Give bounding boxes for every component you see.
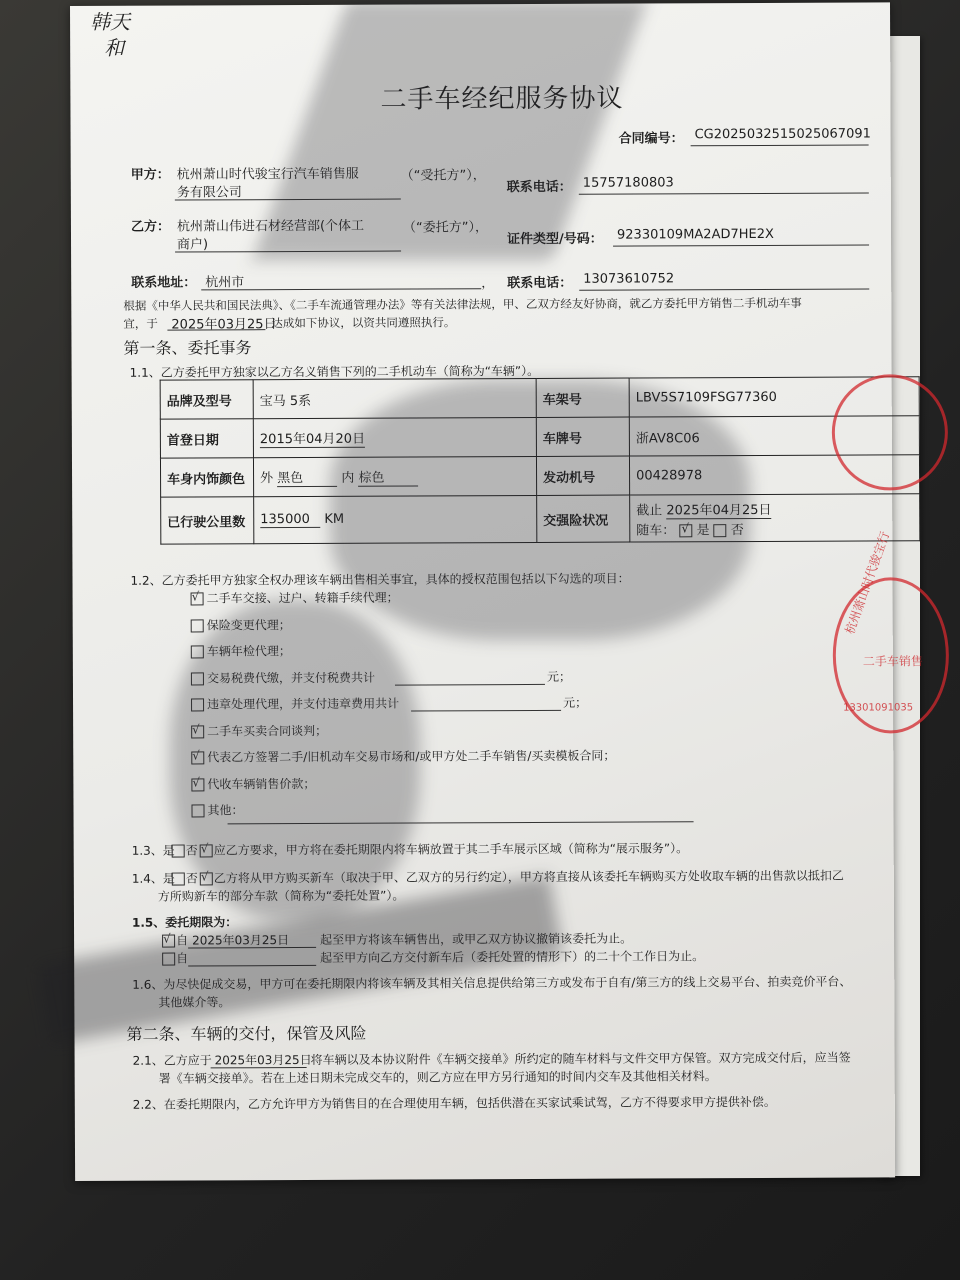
engine-label: 发动机号 — [536, 456, 629, 495]
party-b-role: （“委托方”）， — [402, 220, 488, 236]
party-b-id: 92330109MA2AD7HE2X — [616, 226, 774, 243]
insurance-yes-checkbox[interactable]: √ — [679, 524, 692, 537]
insurance-prefix: 截止 — [636, 502, 663, 519]
brand-value: 宝马 5系 — [253, 378, 536, 418]
authorization-item-checkbox[interactable] — [191, 751, 204, 764]
company-stamp-top — [832, 374, 949, 491]
other-underline — [228, 821, 694, 824]
page-title: 二手车经纪服务协议 — [380, 83, 624, 115]
party-a-phone-label: 联系电话： — [506, 179, 572, 196]
insurance-yes: 是 — [696, 522, 710, 538]
stamp-text-2: 二手车销售 — [862, 654, 923, 669]
ext-color: 黑色 — [277, 467, 337, 487]
party-a-name-2: 务有限公司 — [176, 185, 242, 201]
party-a-name-1: 杭州萧山时代骏宝行汽车销售服 — [176, 166, 359, 183]
amount-underline — [395, 683, 545, 685]
clause-2-1-date: 2025年03月25日 — [214, 1052, 312, 1068]
authorization-item-label: 二手车买卖合同谈判； — [207, 723, 328, 738]
vin-label: 车架号 — [536, 378, 629, 417]
party-b-name-1: 杭州萧山伟进石材经营部(个体工 — [176, 218, 365, 235]
clause-1-5: 1.5、委托期限为： — [131, 915, 238, 930]
party-a-phone: 15757180803 — [582, 175, 674, 191]
term-2-a: 自 — [176, 951, 189, 966]
party-a-role: （“受托方”）， — [400, 168, 486, 184]
vehicle-table — [160, 376, 921, 544]
authorization-item-label: 代表乙方签署二手/旧机动车交易市场和/或甲方处二手车销售/买卖模板合同； — [207, 748, 616, 765]
km-unit: KM — [324, 511, 345, 527]
brand-label: 品牌及型号 — [160, 380, 253, 419]
insurance-date: 2025年04月25日 — [666, 498, 771, 518]
vin-value: LBV5S7109FSG77360 — [629, 377, 919, 417]
term-2-checkbox[interactable] — [162, 953, 175, 966]
clause-2-1-a: 2.1、乙方应于 — [132, 1053, 212, 1068]
clause-1-4-a: 1.4、是 — [131, 871, 175, 886]
clause-1-6-line-1: 1.6、为尽快促成交易，甲方可在委托期限内将该车辆及其相关信息提供给第三方或发布于自有/第三方的线上交易平台、拍卖竞价平台、 — [132, 974, 852, 992]
clause-1-4-c: 乙方将从甲方购买新车（取决于甲、乙双方的另行约定），甲方将直接从该委托车辆购买方处收取车辆的出售款以抵扣乙 — [213, 868, 844, 886]
intro-date: 2025年03月25日 — [171, 317, 277, 333]
term-1-a: 自 — [176, 933, 189, 948]
authorization-item-checkbox[interactable] — [191, 698, 204, 711]
km-value: 135000 — [260, 512, 320, 528]
stamp-text-3: 13301091035 — [843, 702, 914, 714]
color-label: 车身内饰颜色 — [160, 458, 253, 497]
contract-page — [70, 2, 923, 1181]
authorization-item-checkbox[interactable] — [191, 778, 204, 791]
term-1-date: 2025年03月25日 — [192, 933, 290, 948]
authorization-item-checkbox[interactable] — [191, 804, 204, 817]
authorization-item-label: 保险变更代理； — [206, 617, 291, 632]
party-a-label: 甲方： — [130, 167, 170, 183]
int-prefix: 内 — [341, 470, 355, 486]
authorization-item-checkbox[interactable] — [191, 645, 204, 658]
contract-no-label: 合同编号： — [618, 131, 684, 147]
authorization-item-label: 违章处理代理，并支付违章费用共计 — [207, 696, 400, 712]
address-phone: 13073610752 — [583, 271, 675, 287]
plate-label: 车牌号 — [536, 417, 629, 456]
clause-1-4-d: 方所购新车的部分车款（简称为“委托处置”）。 — [157, 888, 405, 904]
clause-1-3-a: 1.3、是 — [131, 843, 175, 858]
authorization-item-label: 其他： — [207, 803, 244, 818]
engine-value: 00428978 — [629, 455, 919, 495]
int-color: 棕色 — [358, 466, 418, 486]
insurance-no: 否 — [730, 522, 744, 538]
section-2-heading: 第二条、车辆的交付，保管及风险 — [126, 1023, 367, 1044]
address-value: 杭州市 — [205, 275, 245, 291]
authorization-item-checkbox[interactable] — [191, 672, 204, 685]
term-1-b: 起至甲方将该车辆售出，或甲乙双方协议撤销该委托为止。 — [320, 931, 633, 947]
term-1-checkbox[interactable] — [162, 935, 175, 948]
km-label: 已行驶公里数 — [161, 497, 254, 544]
insurance-follow: 随车： — [636, 522, 676, 539]
amount-suffix: 元； — [563, 695, 588, 710]
authorization-item-checkbox[interactable] — [191, 725, 204, 738]
address-sep: ， — [481, 276, 495, 292]
clause-2-2: 2.2、在委托期限内，乙方允许甲方为销售目的在合理使用车辆，包括供潜在买家试乘试驾，乙方不得要求甲方提供补偿。 — [132, 1094, 776, 1112]
clause-1-3-no-checkbox[interactable] — [200, 844, 213, 857]
authorization-item-label: 代收车辆销售价款； — [207, 776, 316, 791]
authorization-item-checkbox[interactable] — [191, 619, 204, 632]
insurance-no-checkbox[interactable] — [714, 524, 727, 537]
clause-1-6-line-2: 其他媒介等。 — [158, 995, 231, 1010]
intro-line-1: 根据《中华人民共和国民法典》、《二手车流通管理办法》等有关法律法规，甲、乙双方经友好协商，就乙方委托甲方销售二手机动车事 — [123, 295, 802, 313]
insurance-label: 交强险状况 — [537, 495, 630, 542]
amount-underline — [411, 710, 561, 712]
authorization-item-label: 交易税费代缴，并支付税费共计 — [206, 670, 375, 685]
party-b-label: 乙方： — [130, 219, 171, 235]
party-b-name-2: 商户) — [177, 237, 209, 253]
plate-value: 浙AV8C06 — [629, 416, 919, 456]
section-1-heading: 第一条、委托事务 — [123, 338, 252, 358]
clause-1-4-no-checkbox[interactable] — [200, 872, 213, 885]
authorization-item-label: 车辆年检代理； — [206, 644, 291, 659]
term-2-b: 起至甲方向乙方交付新车后（委托处置的情形下）的二十个工作日为止。 — [320, 949, 705, 965]
clause-2-1-c: 署《车辆交接单》。若在上述日期未完成交车的，则乙方应在甲方另行通知的时间内交车及其他相关材料。 — [158, 1069, 717, 1086]
clause-1-2: 1.2、乙方委托甲方独家全权办理该车辆出售相关事宜，具体的授权范围包括以下勾选的项目： — [130, 571, 630, 588]
intro-line-2a: 宜，于 — [123, 316, 158, 331]
handwritten-signature: 韩天 — [90, 9, 131, 34]
handwritten-signature-2: 和 — [104, 35, 125, 60]
clause-2-1-b: 将车辆以及本协议附件《车辆交接单》所约定的随车材料与文件交甲方保管。双方完成交付后，应当签 — [310, 1050, 851, 1067]
clause-1-3-yes-checkbox[interactable] — [172, 845, 185, 858]
clause-1-4-b: 否 — [185, 871, 198, 886]
party-b-id-label: 证件类型/号码： — [506, 231, 603, 248]
reg-date-value: 2015年04月20日 — [260, 428, 365, 448]
address-label: 联系地址： — [131, 275, 197, 291]
clause-1-3-c: 应乙方要求，甲方将在委托期限内将车辆放置于其二手车展示区域（简称为“展示服务”）。 — [213, 841, 689, 858]
clause-1-4-yes-checkbox[interactable] — [172, 873, 185, 886]
authorization-item-label: 二手车交接、过户、转籍手续代理； — [206, 590, 399, 606]
address-phone-label: 联系电话： — [507, 275, 573, 292]
amount-suffix: 元； — [546, 669, 571, 684]
ext-prefix: 外 — [260, 471, 274, 487]
clause-1-3-b: 否 — [185, 843, 198, 858]
stamp-text-1: 杭州萧山时代骏宝行 — [842, 529, 893, 637]
authorization-item-checkbox[interactable] — [191, 592, 204, 605]
clause-1-1: 1.1、乙方委托甲方独家以乙方名义销售下列的二手机动车（简称为“车辆”）。 — [129, 363, 540, 380]
contract-no: CG2025032515025067091 — [694, 126, 871, 143]
intro-line-2b: 达成如下协议，以资共同遵照执行。 — [271, 315, 456, 331]
reg-date-label: 首登日期 — [160, 419, 253, 458]
